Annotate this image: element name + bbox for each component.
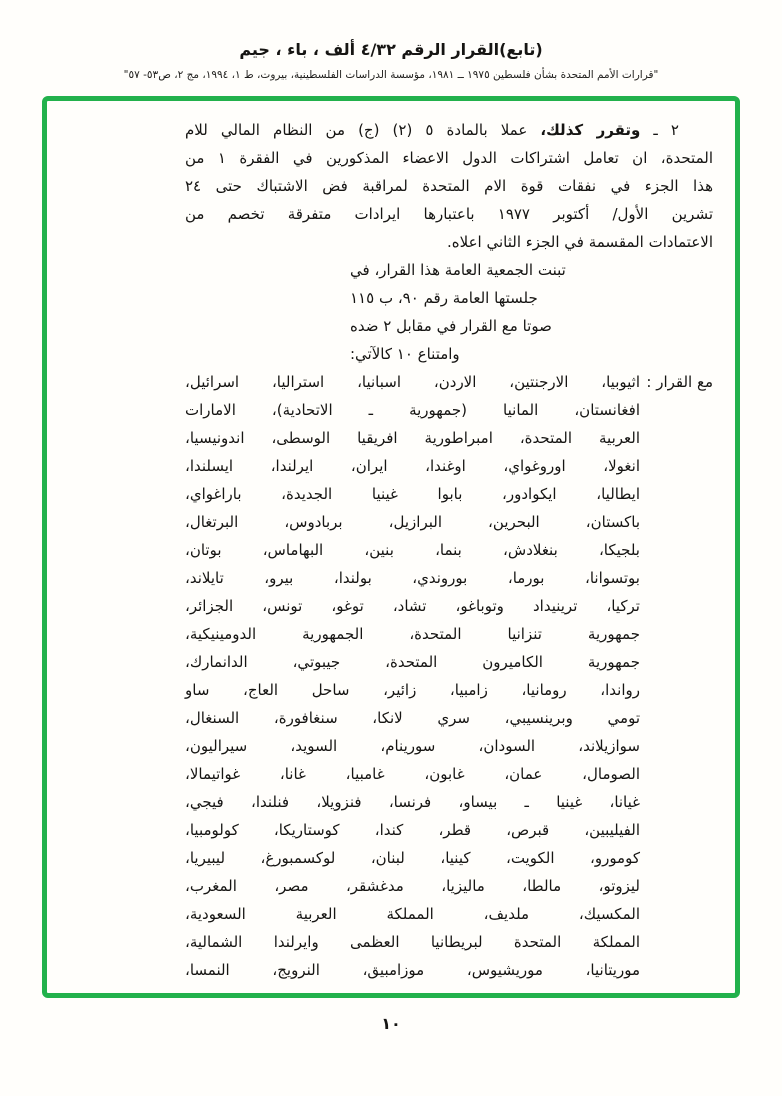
- green-border-frame: [42, 96, 740, 998]
- country-line: الفيليبين، قبرص، قطر، كندا، كوستاريكا، كولومبيا،: [185, 821, 640, 839]
- note-line: تبنت الجمعية العامة هذا القرار، في: [350, 261, 566, 279]
- country-line: كومورو، الكويت، كينيا، لبنان، لوكسمبورغ، ليبيريا،: [185, 849, 640, 867]
- country-line: افغانستان، المانيا (جمهورية ـ الاتحادية)، الامارات: [185, 401, 640, 419]
- country-line: رواندا، رومانيا، زامبيا، زائير، ساحل العاج، ساو: [185, 681, 640, 699]
- adoption-note: [350, 256, 713, 368]
- note-line: صوتا مع القرار في مقابل ٢ ضده: [350, 317, 552, 335]
- note-line: جلستها العامة رقم ٩٠، ب ١١٥: [350, 289, 538, 307]
- page-number: ١٠: [381, 1014, 401, 1033]
- countries-in-favour-list: [185, 368, 640, 984]
- paragraph-lines: [185, 144, 713, 256]
- paragraph-line: تشرين الأول/ أكتوبر ١٩٧٧ باعتبارها ايرادات متفرقة تخصم من: [185, 205, 713, 223]
- paragraph-first-line: [185, 116, 713, 144]
- country-line: المملكة المتحدة لبريطانيا العظمى وايرلندا الشمالية،: [185, 933, 640, 951]
- country-line: تركيا، ترينيداد وتوباغو، تشاد، توغو، تونس، الجزائر،: [185, 597, 640, 615]
- country-line: موريتانيا، موريشيوس، موزامبيق، النرويج، النمسا،: [185, 961, 640, 979]
- clause-keyword: وتقرر كذلك،: [540, 121, 641, 139]
- country-line: سوازيلاند، السودان، سورينام، السويد، سيراليون،: [185, 737, 640, 755]
- country-line: بلجيكا، بنغلادش، بنما، بنين، البهاماس، بوتان،: [185, 541, 640, 559]
- clause-text: عملا بالمادة ٥ (٢) (ج) من النظام المالي للام: [185, 121, 541, 139]
- page-header: [0, 0, 782, 81]
- country-line: جمهورية تنزانيا المتحدة، الجمهورية الدومينيكية،: [185, 625, 640, 643]
- note-line: وامتناع ١٠ كالآتي:: [350, 345, 460, 363]
- vote-label: مع القرار :: [646, 373, 713, 391]
- resolution-paragraph: [185, 116, 713, 256]
- country-line: العربية المتحدة، امبراطورية افريقيا الوسطى، اندونيسيا،: [185, 429, 640, 447]
- country-line: تومي وبرينسيبي، سري لانكا، سنغافورة، السنغال،: [185, 709, 640, 727]
- country-line: بوتسوانا، بورما، بوروندي، بولندا، بيرو، تايلاند،: [185, 569, 640, 587]
- country-line: باكستان، البحرين، البرازيل، بربادوس، البرتغال،: [185, 513, 640, 531]
- paragraph-line: المتحدة، ان تعامل اشتراكات الدول الاعضاء المذكورين في الفقرة ١ من: [185, 149, 713, 167]
- vote-record: [185, 368, 713, 984]
- country-line: غيانا، غينيا ـ بيساو، فرنسا، فنزويلا، فنلندا، فيجي،: [185, 793, 640, 811]
- adoption-note-lines: [350, 256, 713, 368]
- clause-number: ٢ ـ: [640, 121, 679, 139]
- source-citation: "قرارات الأمم المتحدة بشأن فلسطين ١٩٧٥ ــ ١٩٨١، مؤسسة الدراسات الفلسطينية، بيروت، ط ١، ١٩٩٤، مج ٢، ص٥٣- ٥٧": [123, 69, 659, 81]
- country-line: ليزوتو، مالطا، ماليزيا، مدغشقر، مصر، المغرب،: [185, 877, 640, 895]
- country-line: المكسيك، ملديف، المملكة العربية السعودية،: [185, 905, 640, 923]
- country-line: الصومال، عمان، غابون، غامبيا، غانا، غواتيمالا،: [185, 765, 640, 783]
- country-line: جمهورية الكاميرون المتحدة، جيبوتي، الدانمارك،: [185, 653, 640, 671]
- paragraph-line: هذا الجزء في نفقات قوة الام المتحدة لمراقبة فض الاشتباك حتى ٢٤: [185, 177, 713, 195]
- country-line: انغولا، اوروغواي، اوغندا، ايران، ايرلندا، ايسلندا،: [185, 457, 640, 475]
- document-body: [47, 101, 735, 984]
- paragraph-line: الاعتمادات المقسمة في الجزء الثاني اعلاه.: [447, 233, 713, 251]
- country-line: ايطاليا، ايكوادور، بابوا غينيا الجديدة، باراغواي،: [185, 485, 640, 503]
- resolution-title: (تابع)القرار الرقم ٤/٣٢ ألف ، باء ، جيم: [239, 40, 543, 59]
- country-line: اثيوبيا، الارجنتين، الاردن، اسبانيا، استراليا، اسرائيل،: [185, 373, 640, 391]
